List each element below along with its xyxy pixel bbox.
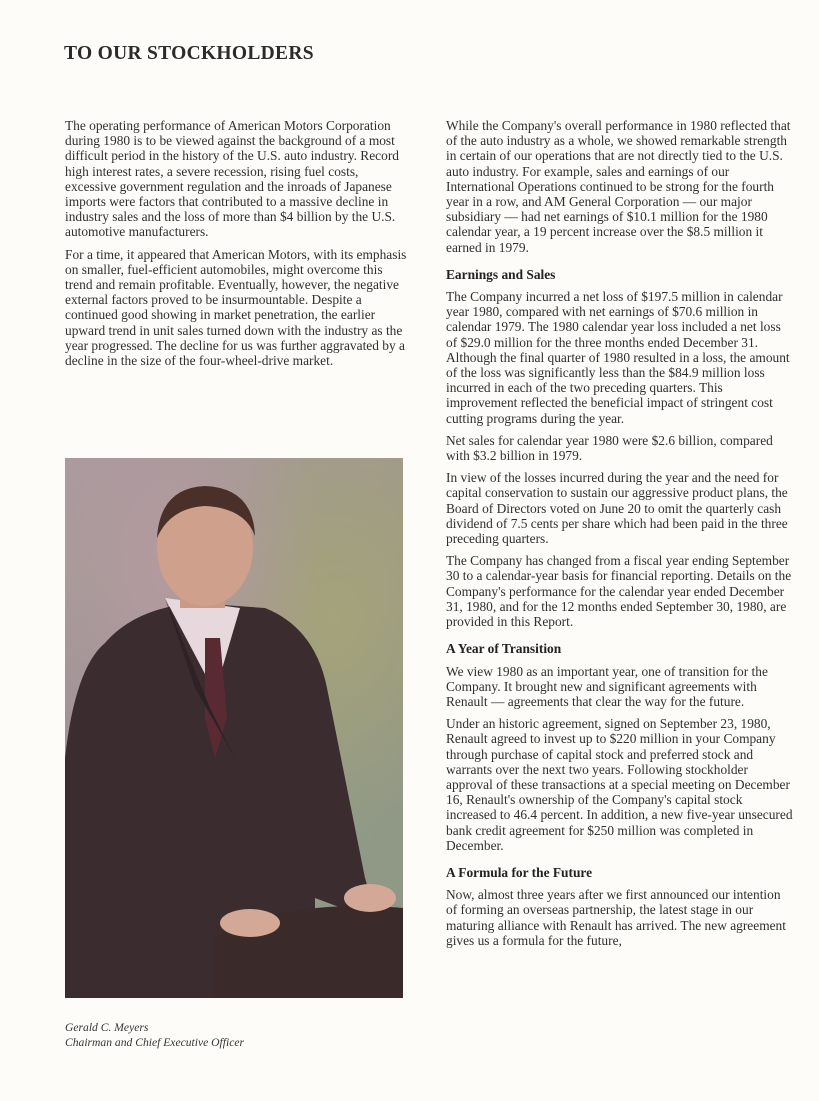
portrait-image-icon <box>65 458 403 998</box>
right-column <box>446 118 794 955</box>
chairman-portrait-photo <box>65 458 403 998</box>
section-heading-transition: A Year of Transition <box>446 641 562 657</box>
paragraph-trend: For a time, it appeared that American Motors, with its emphasis on smaller, fuel-efficient automobiles, might overcome this trend and remain profitable. Eventually, however, the negative external factors proved to be insurmountable. Despite a continued good showing in market penetration, the earlier upward trend in unit sales turned down with the industry as the year progressed. The decline for us was further aggravated by a decline in the size of the four-wheel-drive market. <box>65 246 407 369</box>
paragraph-dividend: In view of the losses incurred during the year and the need for capital conservation to sustain our aggressive product plans, the Board of Directors voted on June 20 to omit the quarterly cash dividend of 7.5 cents per share which had been paid in the three preceding quarters. <box>446 470 788 547</box>
paragraph-renault-agreement: Under an historic agreement, signed on September 23, 1980, Renault agreed to invest up to $220 million in your Company through purchase of capital stock and preferred stock and warrants over the next two years. Following stockholder approval of these transactions at a special meeting on December 16, Renault's ownership of the Company's capital stock increased to 46.4 percent. In addition, a new five-year unsecured bank credit agreement for $250 million was completed in December. <box>446 716 793 853</box>
paragraph-fiscal-change: The Company has changed from a fiscal year ending September 30 to a calendar-year basis for financial reporting. Details on the Company's performance for the calendar year ended December 31, 1980, and for the 12 months ended September 30, 1980, are provided in this Report. <box>446 553 792 630</box>
caption-title: Chairman and Chief Executive Officer <box>65 1036 245 1049</box>
section-heading-formula: A Formula for the Future <box>446 864 593 880</box>
paragraph-transition: We view 1980 as an important year, one of transition for the Company. It brought new and significant agreements with Renault — agreements that clear the way for the future. <box>446 663 768 709</box>
paragraph-intro: The operating performance of American Motors Corporation during 1980 is to be viewed against the background of a most difficult period in the history of the U.S. auto industry. Record high interest rates, a severe recession, rising fuel costs, excessive government regulation and the inroads of Japanese imports were factors that contributed to a massive decline in industry sales and the loss of more than $4 billion by the U.S. automotive manufacturers. <box>65 118 399 240</box>
page-title: TO OUR STOCKHOLDERS <box>64 43 314 64</box>
paragraph-formula: Now, almost three years after we first announced our intention of forming an overseas partnership, the latest stage in our maturing alliance with Renault has arrived. The new agreement gives us a formula for the future, <box>446 887 786 948</box>
portrait-caption <box>65 1020 244 1050</box>
section-heading-earnings: Earnings and Sales <box>446 266 556 282</box>
paragraph-performance: While the Company's overall performance in 1980 reflected that of the auto industry as a whole, we showed remarkable strength in certain of our operations that are not directly tied to the U.S. auto industry. For example, sales and earnings of our International Operations continued to be strong for the fourth year in a row, and AM General Corporation — our major subsidiary — had net earnings of $10.1 million for the 1980 calendar year, a 19 percent increase over the $8.5 million it earned in 1979. <box>446 118 791 255</box>
paragraph-net-sales: Net sales for calendar year 1980 were $2.6 billion, compared with $3.2 billion in 1979. <box>446 432 773 464</box>
left-column <box>65 118 410 375</box>
paragraph-net-loss: The Company incurred a net loss of $197.5 million in calendar year 1980, compared with net earnings of $70.6 million in calendar 1979. The 1980 calendar year loss included a net loss of $29.0 million for the three months ended December 31. Although the final quarter of 1980 resulted in a loss, the amount of the loss was significantly less than the $84.9 million loss incurred in each of the two preceding quarters. This improvement reflected the beneficial impact of stringent cost cutting programs during the year. <box>446 289 790 426</box>
caption-name: Gerald C. Meyers <box>65 1021 149 1034</box>
